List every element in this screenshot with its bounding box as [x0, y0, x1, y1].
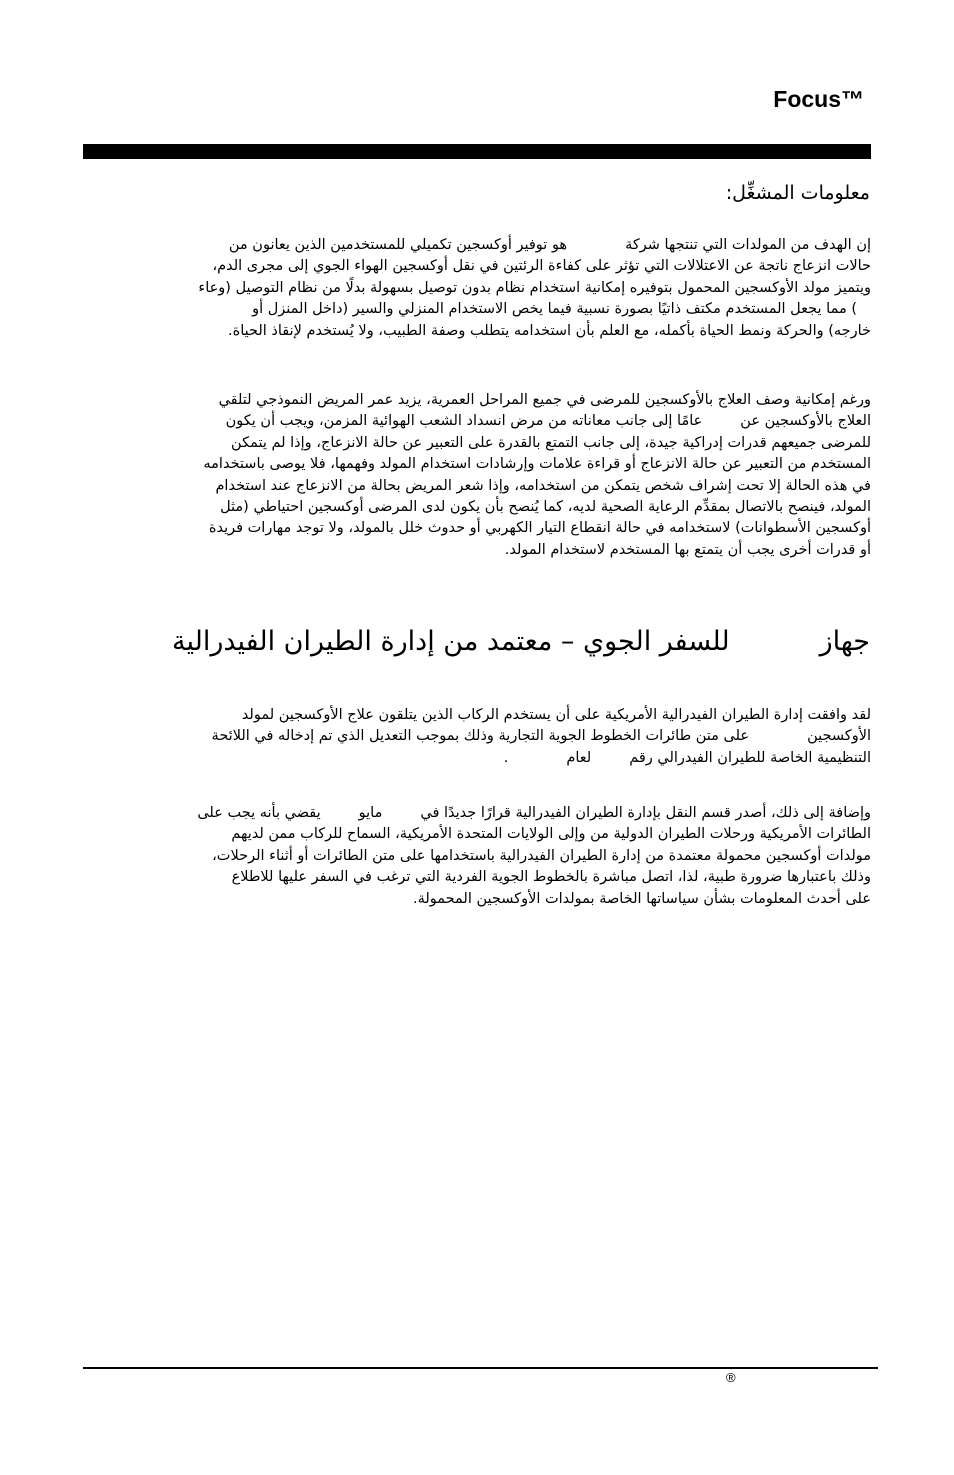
text-line: الأوكسجينعلى متن طائرات الخطوط الجوية التجارية وذلك بموجب التعديل الذي تم إدخاله في اللائحة: [211, 728, 871, 745]
text-line: حالات انزعاج ناتجة عن الاعتلالات التي تؤثر على كفاءة الرئتين في نقل أوكسجين الهواء الجوي إلى مجرى الدم،: [212, 258, 871, 275]
text-line: التنظيمية الخاصة للطيران الفيدرالي رقملعام.: [503, 749, 871, 766]
text-line: العلاج بالأوكسجين عنعامًا إلى جانب معاناته من مرض انسداد الشعب الهوائية المزمن، ويجب أن يكون: [225, 413, 871, 430]
text-line: أو قدرات أخرى يجب أن يتمتع بها المستخدم لاستخدام المولد.: [504, 541, 871, 558]
registered-mark: ®: [726, 1370, 736, 1385]
text-line: وإضافة إلى ذلك، أصدر قسم النقل بإدارة الطيران الفيدرالية قرارًا جديدًا فيمايويقضي بأنه يجب على: [197, 805, 871, 821]
section-title-part-1: جهاز: [819, 626, 870, 657]
section-title-faa: [170, 620, 870, 664]
text-line: على أحدث المعلومات بشأن سياساتها الخاصة بمولدات الأوكسجين المحمولة.: [412, 890, 871, 907]
text-line: لقد وافقت إدارة الطيران الفيدرالية الأمريكية على أن يستخدم الركاب الذين يتلقون علاج الأوكسجين لمولد: [241, 707, 871, 723]
text-line: ويتميز مولد الأوكسجين المحمول بتوفيره إمكانية استخدام نظام بدون توصيل بسهولة بدلًا من نظام التوصيل (وعاء: [198, 279, 871, 296]
header-rule: [83, 144, 871, 159]
text-line: إن الهدف من المولدات التي تنتجها شركةهو توفير أوكسجين تكميلي للمستخدمين الذين يعانون من: [228, 237, 871, 253]
text-line: خارجه) والحركة ونمط الحياة بأكمله، مع العلم بأن استخدامه يتطلب وصفة الطبيب، ولا يُستخدم لإنقاذ الحياة.: [227, 322, 871, 339]
section-heading-operator-info: معلومات المشغِّل:: [725, 182, 870, 204]
faa-paragraph-2: [86, 803, 871, 910]
text-line: المستخدم من التعبير عن حالة الانزعاج أو قراءة علامات وإرشادات استخدام المولد وفهمها، فلا يوصى باستخدامه: [203, 456, 871, 473]
footer-rule: [83, 1367, 878, 1369]
text-line: الطائرات الأمريكية ورحلات الطيران الدولية من وإلى الولايات المتحدة الأمريكية، السماح للركاب ممن لديهم: [231, 826, 871, 843]
faa-paragraph-1: [86, 705, 871, 769]
text-line: في هذه الحالة إلا تحت إشراف شخص يتمكن من استخدامه، وإذا شعر المريض بحالة من الانزعاج عند استخدام: [215, 477, 871, 494]
text-line: ورغم إمكانية وصف العلاج بالأوكسجين للمرضى في جميع المراحل العمرية، يزيد عمر المريض النموذجي لتلقي: [218, 392, 871, 408]
text-line: مولدات أوكسجين محمولة معتمدة من إدارة الطيران الفيدرالية باستخدامها على متن الطائرات أو أثناء الرحلات،: [212, 847, 871, 864]
text-line: ) مما يجعل المستخدم مكتف ذاتيًا بصورة نسبية فيما يخص الاستخدام المنزلي والسير (داخل المنزل أو: [252, 301, 857, 318]
operator-info-paragraph-1: [86, 235, 871, 342]
text-line: وذلك باعتبارها ضرورة طبية، لذا، اتصل مباشرة بالخطوط الجوية الفردية التي ترغب في السفر عليها للاطلاع: [231, 869, 871, 886]
text-line: للمرضى جميعهم قدرات إدراكية جيدة، إلى جانب التمتع بالقدرة على التعبير عن حالة الانزعاج، وإذا لم يتمكن: [231, 434, 871, 451]
section-title-part-2: للسفر الجوي – معتمد من إدارة الطيران الفيدرالية: [171, 626, 730, 657]
brand-title: Focus™: [773, 86, 864, 112]
text-line: أوكسجين الأسطوانات) لاستخدامه في حالة انقطاع التيار الكهربي أو حدوث خلل بالمولد، ولا توجد مهارات فريدة: [208, 520, 871, 537]
text-line: المولد، فينصح بالاتصال بمقدِّم الرعاية الصحية لديه، كما يُنصح بأن يكون لدى المرضى أوكسجين احتياطي (مثل: [220, 499, 871, 516]
operator-info-paragraph-2: [86, 390, 871, 561]
